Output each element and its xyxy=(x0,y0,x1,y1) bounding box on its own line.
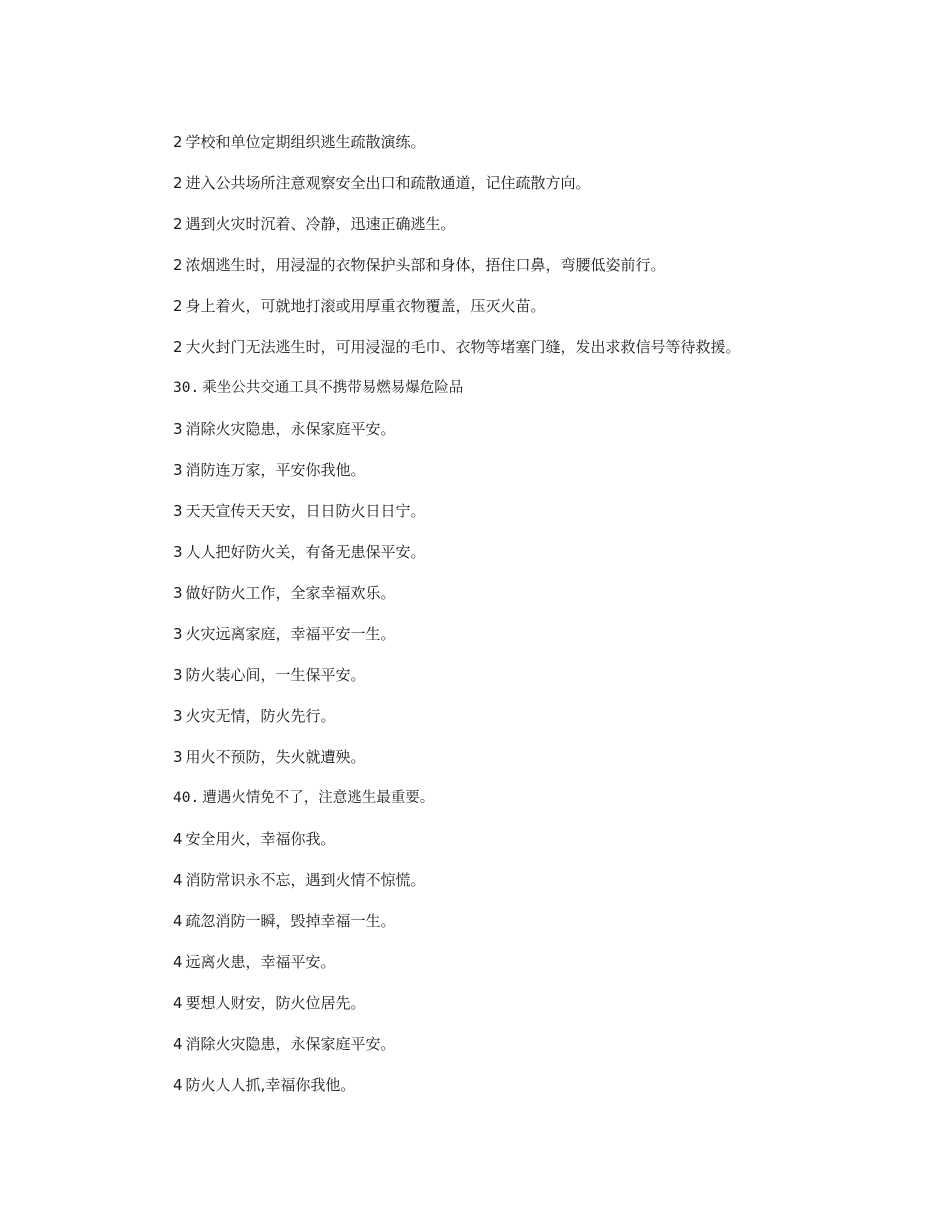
line-text: 学校和单位定期组织逃生疏散演练。 xyxy=(185,133,426,151)
line-number: 4 xyxy=(173,1035,183,1053)
line-text: 消防常识永不忘，遇到火情不惊慌。 xyxy=(185,871,426,889)
line-text: 进入公共场所注意观察安全出口和疏散通道，记住疏散方向。 xyxy=(185,174,591,192)
line-text: 大火封门无法逃生时，可用浸湿的毛巾、衣物等堵塞门缝，发出求救信号等待救援。 xyxy=(185,338,741,356)
line-number: 2 xyxy=(173,174,183,192)
text-line xyxy=(173,377,913,418)
text-line xyxy=(173,623,913,664)
line-number: 3 xyxy=(173,666,183,684)
line-number: 4 xyxy=(173,871,183,889)
line-number: 2 xyxy=(173,215,183,233)
line-number: 4 xyxy=(173,953,183,971)
text-line xyxy=(173,172,913,213)
line-number: 4 xyxy=(173,994,183,1012)
line-text: 消除火灾隐患，永保家庭平安。 xyxy=(185,420,396,438)
text-line xyxy=(173,910,913,951)
text-line xyxy=(173,705,913,746)
line-text: 遇到火灾时沉着、冷静，迅速正确逃生。 xyxy=(185,215,456,233)
text-line xyxy=(173,336,913,377)
line-text: 火灾远离家庭，幸福平安一生。 xyxy=(185,625,396,643)
line-text: 远离火患，幸福平安。 xyxy=(185,953,336,971)
line-number: 4 xyxy=(173,912,183,930)
line-text: 浓烟逃生时，用浸湿的衣物保护头部和身体，捂住口鼻，弯腰低姿前行。 xyxy=(185,256,666,274)
line-number: 4 xyxy=(173,830,183,848)
line-text: 用火不预防，失火就遭殃。 xyxy=(185,748,366,766)
text-line xyxy=(173,131,913,172)
line-number: 2 xyxy=(173,338,183,356)
text-line xyxy=(173,992,913,1033)
line-number: 2 xyxy=(173,133,183,151)
text-line xyxy=(173,254,913,295)
document-body xyxy=(173,131,913,1115)
text-line xyxy=(173,1033,913,1074)
text-line xyxy=(173,459,913,500)
line-text: 人人把好防火关，有备无患保平安。 xyxy=(185,543,426,561)
line-number: 3 xyxy=(173,543,183,561)
line-text: 身上着火，可就地打滚或用厚重衣物覆盖，压灭火苗。 xyxy=(185,297,546,315)
line-number: 3 xyxy=(173,584,183,602)
text-line xyxy=(173,418,913,459)
text-line xyxy=(173,295,913,336)
line-number: 3 xyxy=(173,461,183,479)
text-line xyxy=(173,541,913,582)
line-text: 火灾无情，防火先行。 xyxy=(185,707,336,725)
text-line xyxy=(173,213,913,254)
text-line xyxy=(173,1074,913,1115)
line-number: 30. xyxy=(173,380,200,396)
line-number: 40. xyxy=(173,790,200,806)
text-line xyxy=(173,500,913,541)
line-text: 安全用火，幸福你我。 xyxy=(185,830,336,848)
line-text: 消防连万家，平安你我他。 xyxy=(185,461,366,479)
line-text: 天天宣传天天安，日日防火日日宁。 xyxy=(185,502,426,520)
text-line xyxy=(173,664,913,705)
line-text: 遭遇火情免不了，注意逃生最重要。 xyxy=(202,790,435,806)
line-text: 防火人人抓,幸福你我他。 xyxy=(185,1076,356,1094)
text-line xyxy=(173,828,913,869)
text-line xyxy=(173,746,913,787)
text-line xyxy=(173,787,913,828)
line-number: 2 xyxy=(173,297,183,315)
line-number: 3 xyxy=(173,748,183,766)
line-number: 2 xyxy=(173,256,183,274)
line-text: 乘坐公共交通工具不携带易燃易爆危险品 xyxy=(202,380,464,396)
text-line xyxy=(173,582,913,623)
line-number: 3 xyxy=(173,707,183,725)
text-line xyxy=(173,951,913,992)
line-text: 要想人财安，防火位居先。 xyxy=(185,994,366,1012)
line-number: 3 xyxy=(173,420,183,438)
line-text: 做好防火工作，全家幸福欢乐。 xyxy=(185,584,396,602)
line-number: 3 xyxy=(173,502,183,520)
line-number: 4 xyxy=(173,1076,183,1094)
line-number: 3 xyxy=(173,625,183,643)
line-text: 消除火灾隐患，永保家庭平安。 xyxy=(185,1035,396,1053)
line-text: 防火装心间，一生保平安。 xyxy=(185,666,366,684)
line-text: 疏忽消防一瞬，毁掉幸福一生。 xyxy=(185,912,396,930)
text-line xyxy=(173,869,913,910)
